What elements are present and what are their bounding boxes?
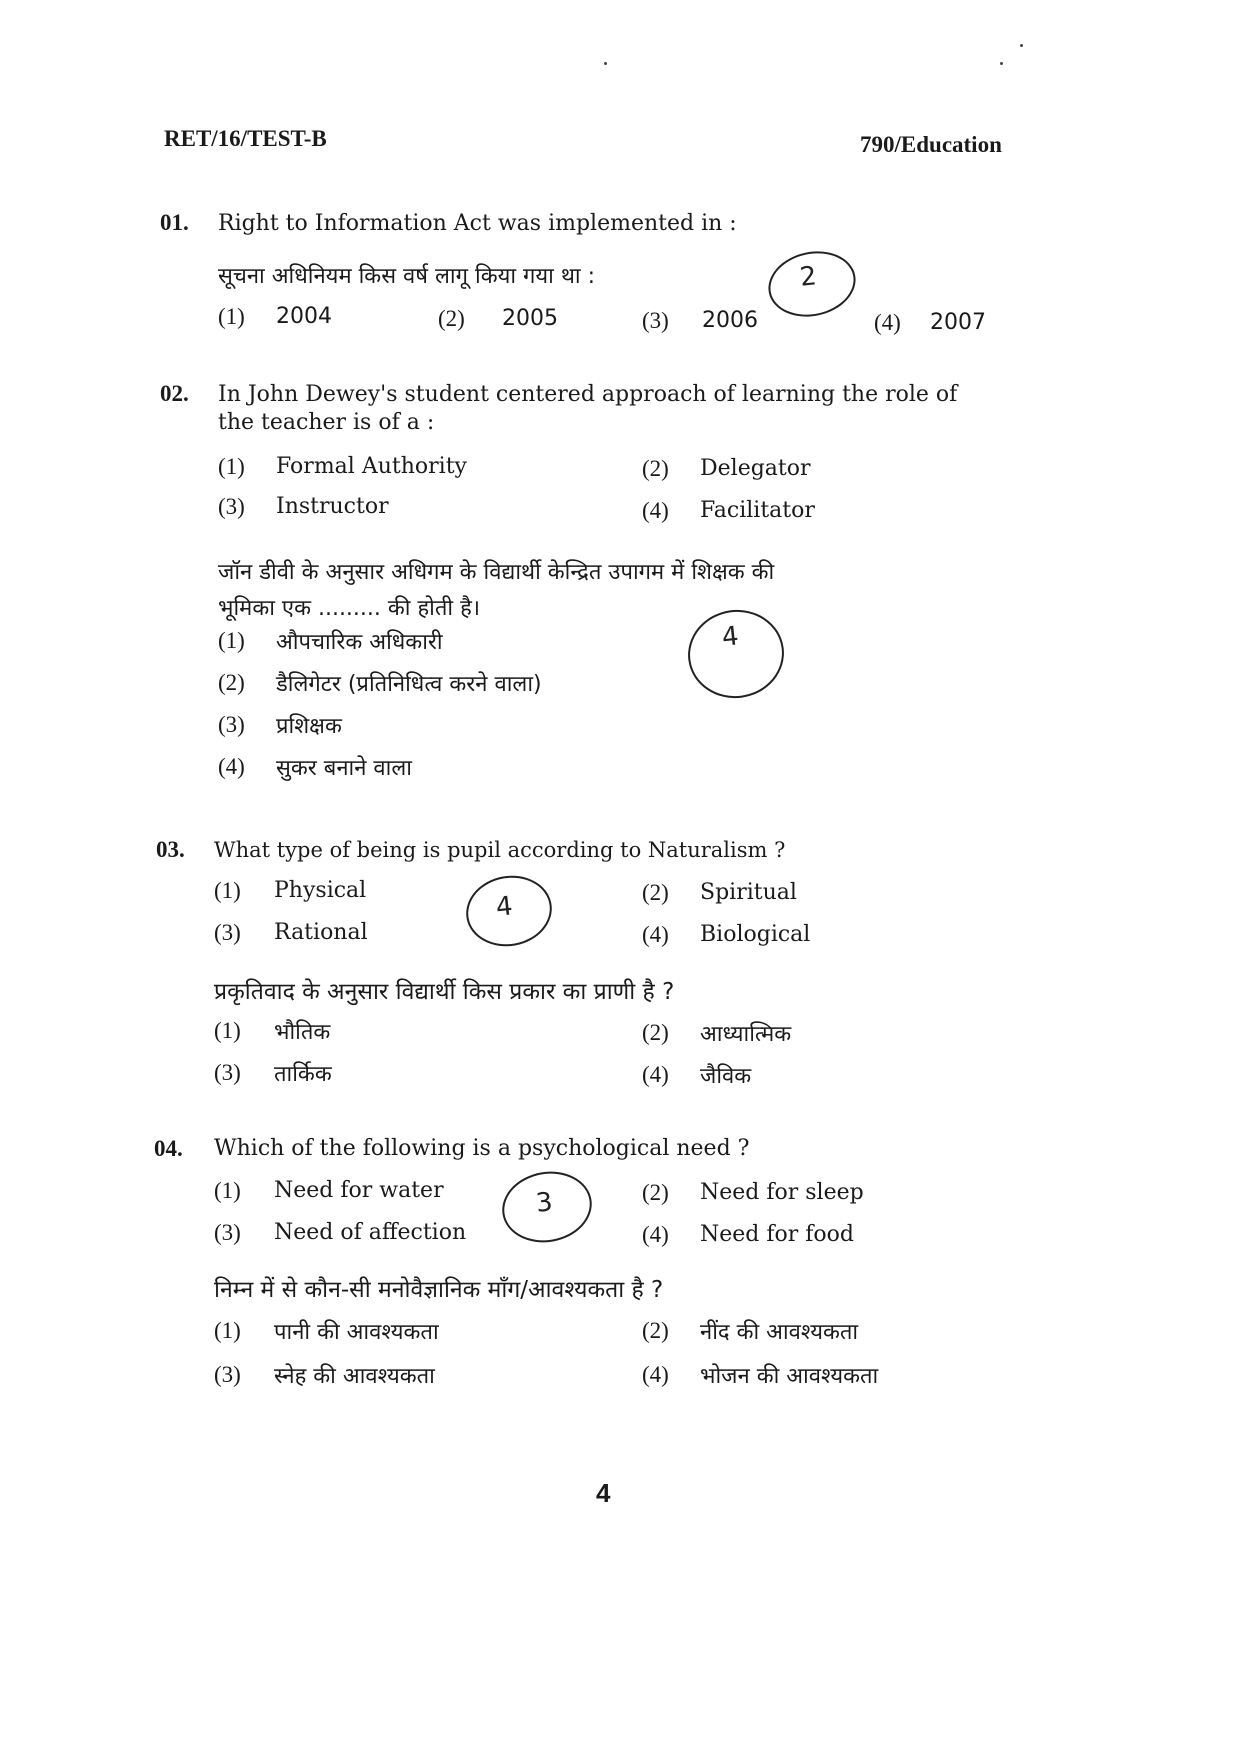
question-text-en: In John Dewey's student centered approach of learning the role of — [218, 382, 958, 407]
handwritten-answer: 4 — [720, 621, 741, 653]
question-number: 02. — [160, 381, 189, 406]
option-number: (3) — [214, 1060, 241, 1085]
option-number: (1) — [218, 628, 245, 653]
option-text: 2006 — [702, 308, 758, 333]
option-number: (4) — [218, 754, 245, 779]
option-number: (1) — [214, 878, 241, 903]
scan-speck — [1020, 44, 1023, 47]
paper-code: RET/16/TEST-B — [164, 126, 327, 151]
option-number: (1) — [214, 1318, 241, 1343]
option-text: Rational — [274, 920, 368, 945]
option-number: (2) — [642, 1020, 669, 1045]
option-number: (2) — [642, 1318, 669, 1343]
option-text: Spiritual — [700, 880, 797, 905]
question-text-hi: प्रकृतिवाद के अनुसार विद्यार्थी किस प्रकार का प्राणी है ? — [214, 979, 675, 1005]
option-number: (4) — [642, 922, 669, 947]
option-number: (4) — [874, 310, 901, 335]
option-text: 2004 — [276, 304, 332, 329]
option-number: (2) — [218, 670, 245, 695]
question-text-en: What type of being is pupil according to Naturalism ? — [214, 838, 786, 862]
option-text: Need for food — [700, 1222, 854, 1247]
question-text-en: Right to Information Act was implemented in : — [218, 211, 737, 236]
question-text-hi: जॉन डीवी के अनुसार अधिगम के विद्यार्थी केन्द्रित उपागम में शिक्षक की — [218, 560, 775, 585]
option-number: (2) — [438, 306, 465, 331]
handwritten-answer: 2 — [798, 261, 819, 293]
option-text: सुकर बनाने वाला — [276, 756, 412, 781]
question-text-hi: भूमिका एक ......... की होती है। — [218, 596, 481, 621]
question-text-en: Which of the following is a psychological need ? — [214, 1136, 750, 1161]
option-number: (1) — [218, 454, 245, 479]
option-text: Delegator — [700, 456, 811, 481]
option-text: Facilitator — [700, 498, 815, 523]
option-number: (4) — [642, 498, 669, 523]
option-number: (3) — [642, 308, 669, 333]
option-text: Need of affection — [274, 1220, 467, 1245]
option-text: नींद की आवश्यकता — [700, 1320, 859, 1345]
option-text: Biological — [700, 922, 811, 947]
subject-code: 790/Education — [860, 132, 1002, 157]
option-text: प्रशिक्षक — [276, 714, 342, 739]
handwritten-answer-circle — [682, 604, 789, 705]
option-text: 2005 — [502, 306, 558, 331]
option-number: (3) — [214, 1362, 241, 1387]
option-number: (3) — [214, 1220, 241, 1245]
option-text: औपचारिक अधिकारी — [276, 630, 443, 655]
option-text: भौतिक — [274, 1020, 331, 1045]
question-text-hi: निम्न में से कौन-सी मनोवैज्ञानिक माँग/आवश्यकता है ? — [214, 1277, 664, 1303]
option-number: (2) — [642, 1180, 669, 1205]
option-text: जैविक — [700, 1064, 752, 1089]
option-text: आध्यात्मिक — [700, 1022, 792, 1047]
option-number: (3) — [218, 494, 245, 519]
page-number: 4 — [596, 1478, 611, 1508]
scan-speck — [1000, 62, 1003, 65]
option-number: (1) — [218, 304, 245, 329]
option-number: (1) — [214, 1178, 241, 1203]
scan-speck — [604, 62, 607, 65]
handwritten-answer: 3 — [534, 1187, 555, 1219]
option-text: 2007 — [930, 310, 986, 335]
option-text: डैलिगेटर (प्रतिनिधित्व करने वाला) — [276, 672, 542, 697]
option-text: Formal Authority — [276, 454, 467, 479]
option-text: Instructor — [276, 494, 389, 519]
option-text: Need for water — [274, 1178, 444, 1203]
option-number: (2) — [642, 880, 669, 905]
option-text: तार्किक — [274, 1062, 332, 1087]
question-number: 03. — [156, 837, 185, 862]
option-number: (4) — [642, 1062, 669, 1087]
option-number: (4) — [642, 1362, 669, 1387]
option-text: स्नेह की आवश्यकता — [274, 1364, 435, 1389]
option-text: भोजन की आवश्यकता — [700, 1364, 879, 1389]
option-number: (2) — [642, 456, 669, 481]
question-text-hi: सूचना अधिनियम किस वर्ष लागू किया गया था : — [218, 264, 596, 289]
handwritten-answer: 4 — [494, 891, 515, 923]
option-text: पानी की आवश्यकता — [274, 1320, 439, 1345]
question-text-en: the teacher is of a : — [218, 410, 435, 435]
option-number: (4) — [642, 1222, 669, 1247]
option-text: Physical — [274, 878, 367, 903]
option-text: Need for sleep — [700, 1180, 864, 1205]
question-number: 04. — [154, 1136, 183, 1161]
option-number: (3) — [218, 712, 245, 737]
option-number: (3) — [214, 920, 241, 945]
option-number: (1) — [214, 1018, 241, 1043]
question-number: 01. — [160, 210, 189, 235]
